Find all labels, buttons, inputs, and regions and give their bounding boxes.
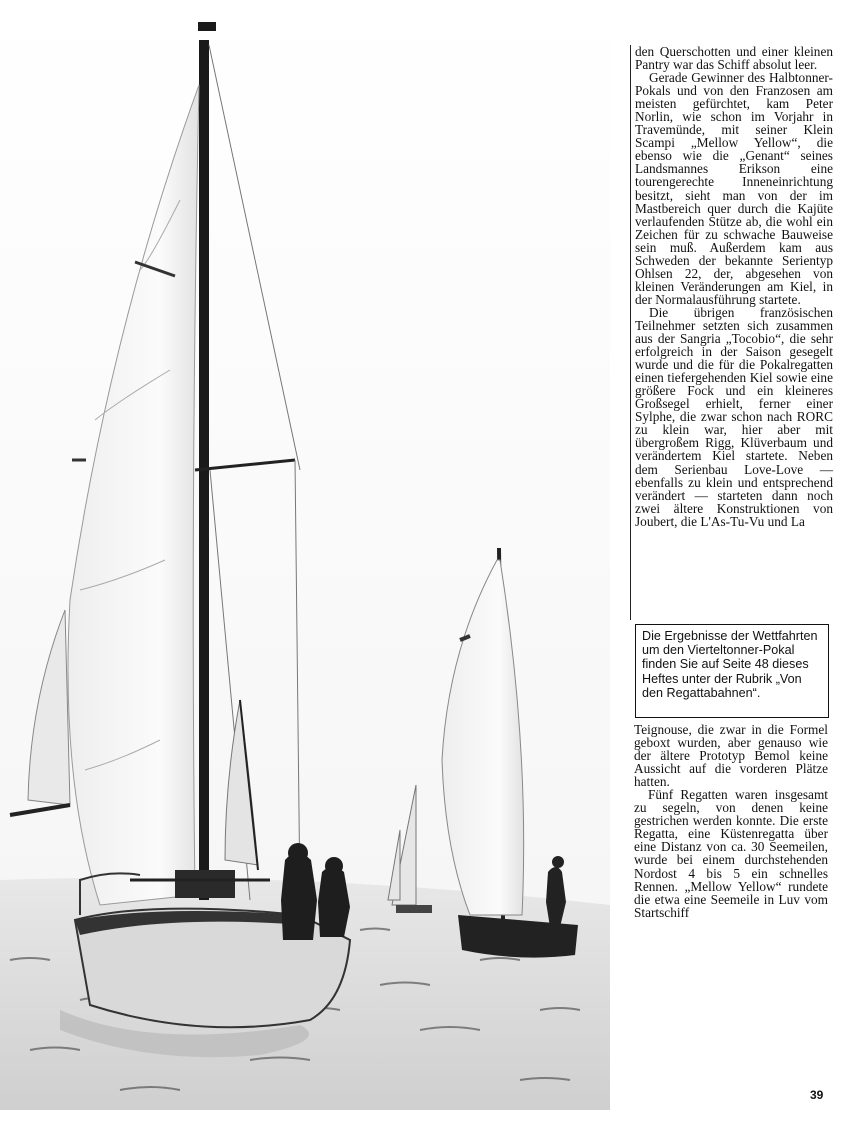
results-info-box: Die Ergebnisse der Wettfahrten um den Vierteltonner-Pokal finden Sie auf Seite 48 dieses Heftes unter der Rubrik „Von den Regattabahnen“. xyxy=(635,624,829,718)
paragraph: Teignouse, die zwar in die Formel geboxt wurden, aber genauso wie der ältere Prototyp Bemol keine Aussicht auf die vorderen Plätze hatten. xyxy=(634,722,828,790)
paragraph: Die übrigen französischen Teilnehmer setzten sich zusammen aus der Sangria „Tocobio“, die sehr erfolgreich in der Saison gesegelt wurde und die für die Pokalregatten einen tiefergehenden Kiel sowie eine größere Fock und ein kleineres Großsegel erhielt, ferner einer Sylphe, die zwar schon nach RORC zu klein war, hier aber mit übergroßem Rigg, Klüverbaum und verändertem Kiel startete. Neben dem Serienbau Love-Love — ebenfalls zu klein und entsprechend verändert — starteten dann noch zwei ältere Konstruktionen von Joubert, die L'As-Tu-Vu und La xyxy=(635,304,833,529)
article-column-top xyxy=(630,45,833,620)
page-number: 39 xyxy=(810,1088,824,1102)
paragraph: Gerade Gewinner des Halbtonner-Pokals und von den Franzosen am meisten gefürchtet, kam Peter Norlin, wie schon im Vorjahr in Travemünde, mit seiner Klein Scampi „Mellow Yellow“, die ebenso wie die „Genant“ seines Landsmannes Erikson eine tourengerechte Inneneinrichtung besitzt, sieht man von der im Mastbereich quer durch die Kajüte verlaufenden Stütze ab, die wohl ein Zeichen für zu schwache Bauweise sein muß. Außerdem kam aus Schweden der bekannte Serientyp Ohlsen 22, der, abgesehen von kleinen Veränderungen am Kiel, in der Normalausführung startete. xyxy=(635,70,833,307)
paragraph: Fünf Regatten waren insgesamt zu segeln, von denen keine gestrichen werden konnte. Die erste Regatta, eine Küstenregatta über eine Distanz von ca. 30 Seemeilen, wurde bei einem durchstehenden Nordost 4 bis 5 ein schnelles Rennen. „Mellow Yellow“ rundete die etwa eine Seemeile in Luv vom Startschiff xyxy=(634,787,828,920)
article-column-bottom xyxy=(634,723,828,919)
paragraph: den Querschotten und einer kleinen Pantry war das Schiff absolut leer. xyxy=(635,44,833,73)
